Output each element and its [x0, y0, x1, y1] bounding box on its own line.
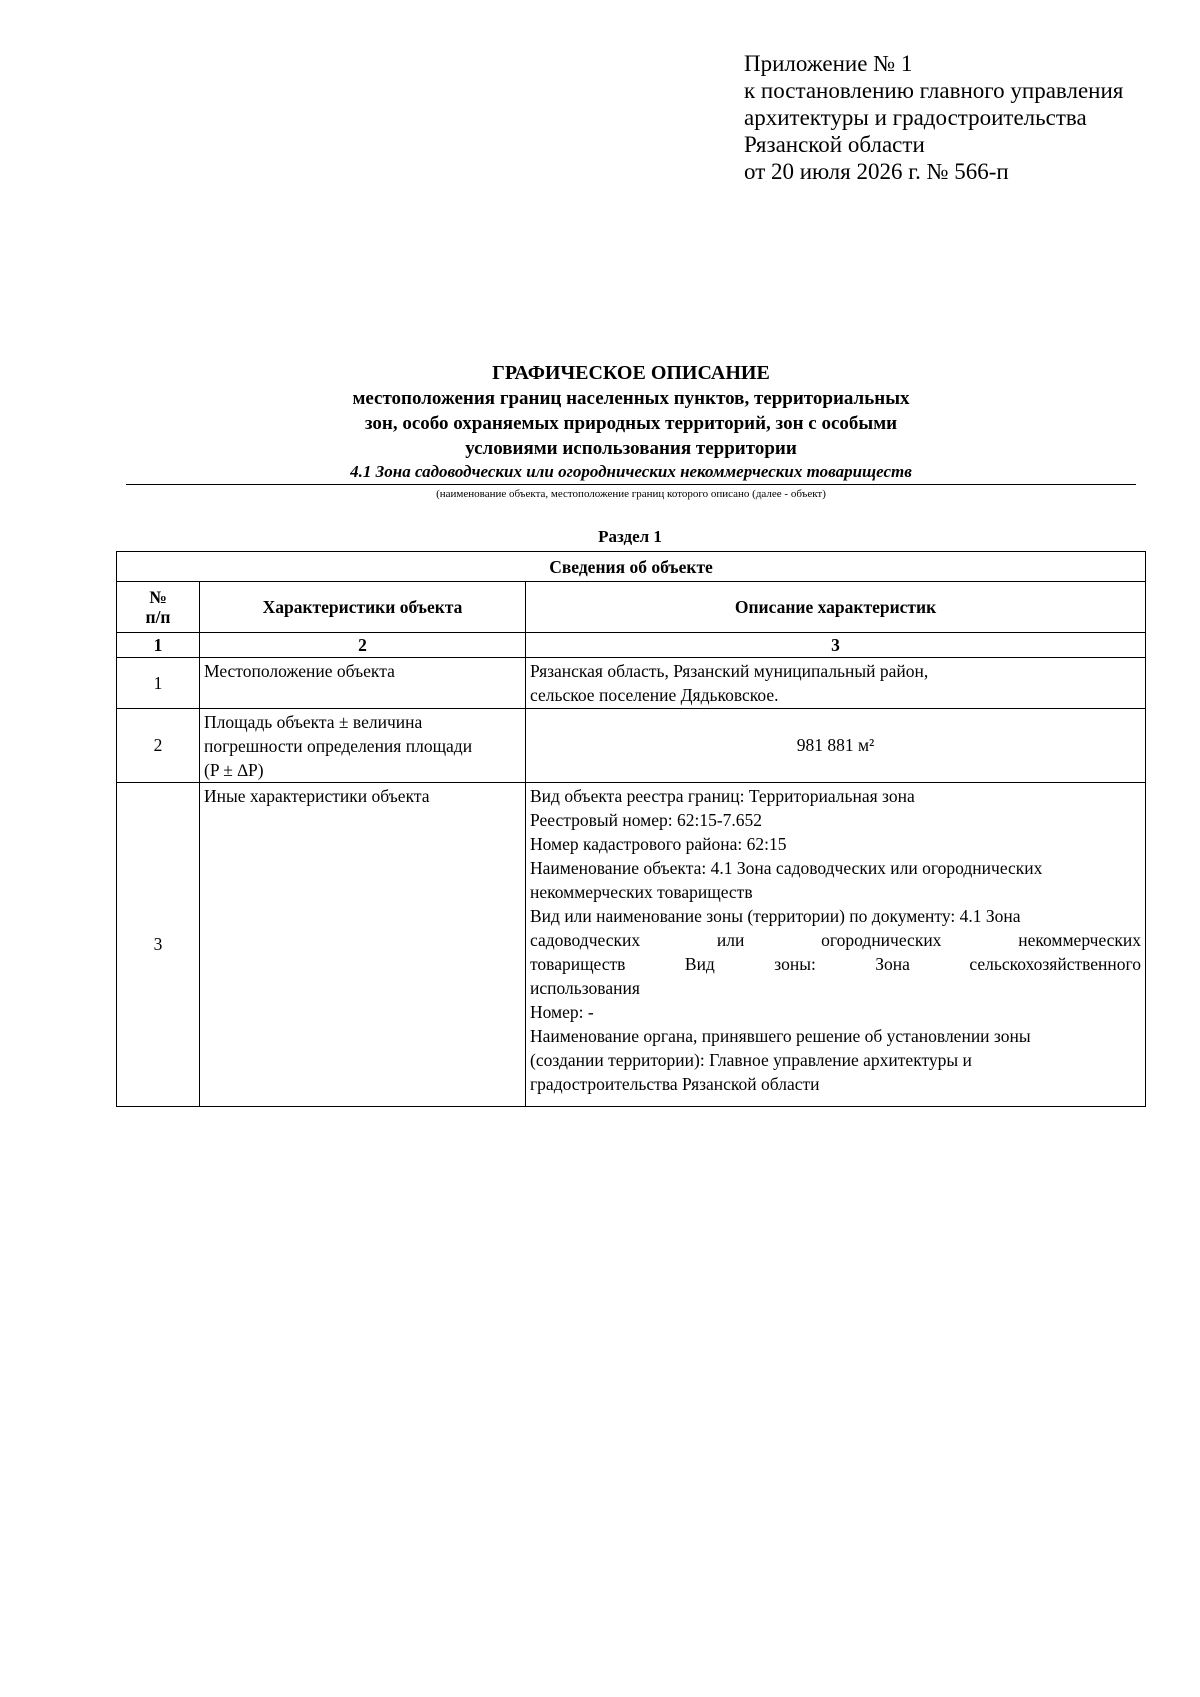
table-caption: Сведения об объекте — [117, 552, 1146, 582]
description-line: Вид объекта реестра границ: Территориальная зона — [530, 786, 915, 806]
description-line: градостроительства Рязанской области — [530, 1074, 820, 1094]
description-line: Наименование органа, принявшего решение об установлении зоны — [530, 1026, 1031, 1046]
column-number-row — [117, 633, 1146, 658]
subtitle-line: условиями использования территории — [465, 438, 797, 459]
title-block — [126, 360, 1136, 501]
description-line: сельское поселение Дядьковское. — [530, 685, 779, 705]
header-characteristic: Характеристики объекта — [200, 582, 526, 633]
row-description — [526, 658, 1146, 709]
description-line: Номер кадастрового района: 62:15 — [530, 834, 787, 854]
characteristic-line: (P ± ∆P) — [204, 760, 264, 780]
appendix-line: к постановлению главного управления — [744, 78, 1124, 103]
table-header-row — [117, 582, 1146, 633]
appendix-line: Рязанской области — [744, 132, 925, 157]
description-line: Рязанская область, Рязанский муниципальный район, — [530, 661, 929, 681]
header-num-line1: № — [149, 587, 167, 607]
header-num-line2: п/п — [145, 607, 171, 627]
appendix-line: архитектуры и градостроительства — [744, 105, 1087, 130]
description-line: использования — [530, 978, 640, 998]
characteristic-line: погрешности определения площади — [204, 736, 473, 756]
table-caption-row — [117, 552, 1146, 582]
header-description: Описание характеристик — [526, 582, 1146, 633]
row-characteristic: Иные характеристики объекта — [200, 783, 526, 1107]
object-info-table — [116, 551, 1146, 1107]
section-title: Раздел 1 — [598, 527, 662, 546]
row-number: 3 — [117, 783, 200, 1107]
description-line: Реестровый номер: 62:15-7.652 — [530, 810, 763, 830]
description-line: некоммерческих товариществ — [530, 882, 753, 902]
characteristic-line: Площадь объекта ± величина — [204, 712, 423, 732]
appendix-block — [744, 50, 1123, 185]
description-line: Номер: - — [530, 1002, 594, 1022]
table-row — [117, 658, 1146, 709]
column-number: 1 — [117, 633, 200, 658]
description-line: садоводческих или огороднических некоммерческих — [530, 930, 1142, 950]
document-subtitle — [126, 386, 1136, 461]
column-number: 2 — [200, 633, 526, 658]
subtitle-line: зон, особо охраняемых природных территорий, зон с особыми — [364, 413, 898, 434]
table-row — [117, 783, 1146, 1107]
object-name: 4.1 Зона садоводческих или огороднических некоммерческих товариществ — [126, 461, 1136, 485]
row-number: 1 — [117, 658, 200, 709]
row-characteristic — [200, 709, 526, 783]
header-num — [117, 582, 200, 633]
row-description — [526, 783, 1146, 1107]
row-description: 981 881 м² — [526, 709, 1146, 783]
description-line: Наименование объекта: 4.1 Зона садоводческих или огороднических — [530, 858, 1043, 878]
subtitle-line: местоположения границ населенных пунктов, территориальных — [352, 388, 910, 409]
document-title: ГРАФИЧЕСКОЕ ОПИСАНИЕ — [492, 362, 770, 384]
column-number: 3 — [526, 633, 1146, 658]
appendix-line: от 20 июля 2026 г. № 566-п — [744, 159, 1009, 184]
table-row — [117, 709, 1146, 783]
appendix-line: Приложение № 1 — [744, 51, 913, 76]
object-name-caption: (наименование объекта, местоположение границ которого описано (далее - объект) — [436, 488, 826, 500]
row-characteristic: Местоположение объекта — [200, 658, 526, 709]
description-line: Вид или наименование зоны (территории) по документу: 4.1 Зона — [530, 906, 1021, 926]
row-number: 2 — [117, 709, 200, 783]
description-line: (создании территории): Главное управление архитектуры и — [530, 1050, 972, 1070]
description-line: товариществ Вид зоны: Зона сельскохозяйственного — [530, 954, 1142, 974]
